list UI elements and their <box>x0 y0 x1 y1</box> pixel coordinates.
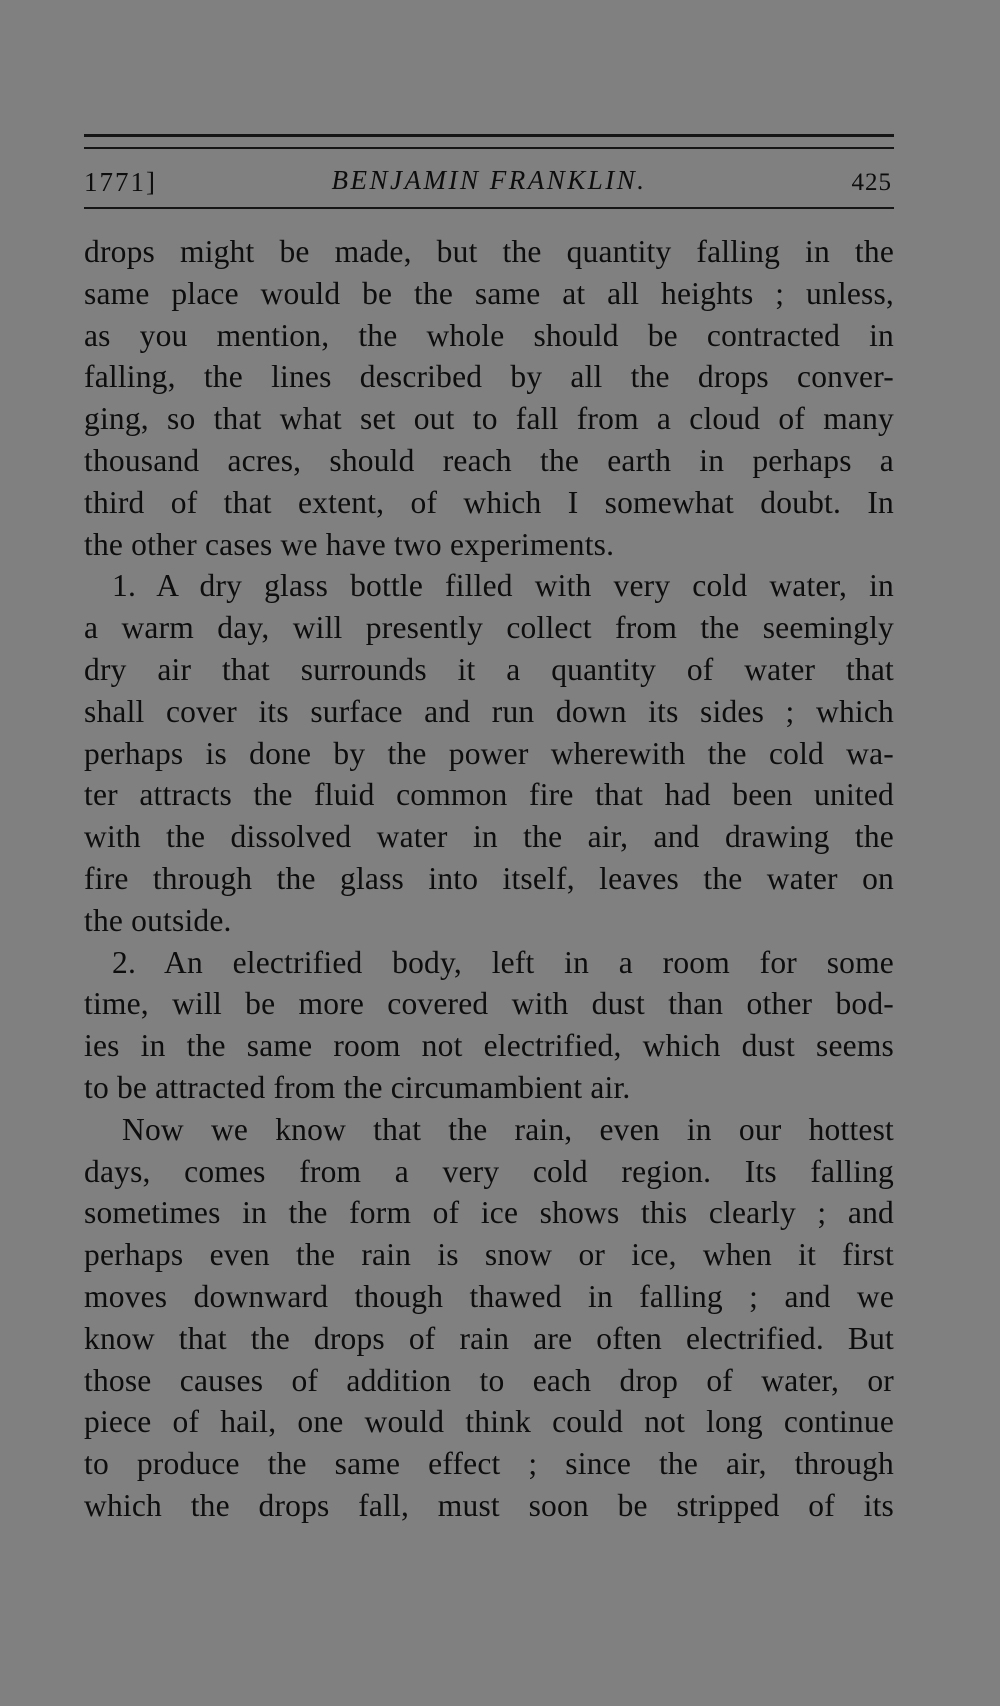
text-line: to produce the same effect ; since the air, through <box>84 1446 894 1482</box>
text-line: perhaps is done by the power wherewith the cold wa- <box>84 735 894 771</box>
text-line: 2. An electrified body, left in a room for some <box>112 944 894 980</box>
text-line: those causes of addition to each drop of water, or <box>84 1362 894 1398</box>
running-head <box>84 149 894 207</box>
text-line: perhaps even the rain is snow or ice, when it first <box>84 1237 894 1273</box>
page-number: 425 <box>851 169 892 196</box>
text-line: ter attracts the fluid common fire that had been united <box>84 777 894 813</box>
header-year: 1771] <box>84 167 157 197</box>
text-line: drops might be made, but the quantity falling in the <box>84 234 894 269</box>
text-line: with the dissolved water in the air, and drawing the <box>84 819 894 855</box>
text-line: which the drops fall, must soon be stripped of its <box>84 1487 894 1523</box>
text-line: sometimes in the form of ice shows this clearly ; and <box>84 1195 894 1231</box>
text-line: a warm day, will presently collect from the seemingly <box>84 610 894 646</box>
text-line: falling, the lines described by all the drops conver- <box>84 359 894 395</box>
text-line: ging, so that what set out to fall from a cloud of many <box>84 401 894 437</box>
text-line: same place would be the same at all heights ; unless, <box>84 275 894 311</box>
header-title: BENJAMIN FRANKLIN. <box>331 165 647 195</box>
text-line: piece of hail, one would think could not long continue <box>84 1404 894 1440</box>
text-line: moves downward though thawed in falling ; and we <box>84 1278 894 1314</box>
text-line: the other cases we have two experiments. <box>84 526 615 562</box>
text-line: third of that extent, of which I somewhat doubt. In <box>84 484 894 520</box>
text-line: shall cover its surface and run down its sides ; which <box>84 693 894 729</box>
text-line: as you mention, the whole should be contracted in <box>84 317 894 353</box>
text-line: days, comes from a very cold region. Its falling <box>84 1153 894 1189</box>
text-line: to be attracted from the circumambient air. <box>84 1069 631 1105</box>
text-line: time, will be more covered with dust than other bod- <box>84 986 894 1022</box>
text-line: Now we know that the rain, even in our hottest <box>122 1111 894 1147</box>
text-line: fire through the glass into itself, leaves the water on <box>84 860 894 896</box>
text-line: know that the drops of rain are often electrified. But <box>84 1320 894 1356</box>
text-line: dry air that surrounds it a quantity of water that <box>84 651 894 687</box>
text-line: 1. A dry glass bottle filled with very cold water, in <box>112 568 894 604</box>
top-rule-thick <box>84 134 894 137</box>
book-page <box>84 134 894 1527</box>
text-line: ies in the same room not electrified, which dust seems <box>84 1028 894 1064</box>
text-line: the outside. <box>84 902 232 938</box>
text-line: thousand acres, should reach the earth in perhaps a <box>84 442 894 478</box>
header-rule <box>84 207 894 209</box>
body-text <box>84 231 894 1527</box>
